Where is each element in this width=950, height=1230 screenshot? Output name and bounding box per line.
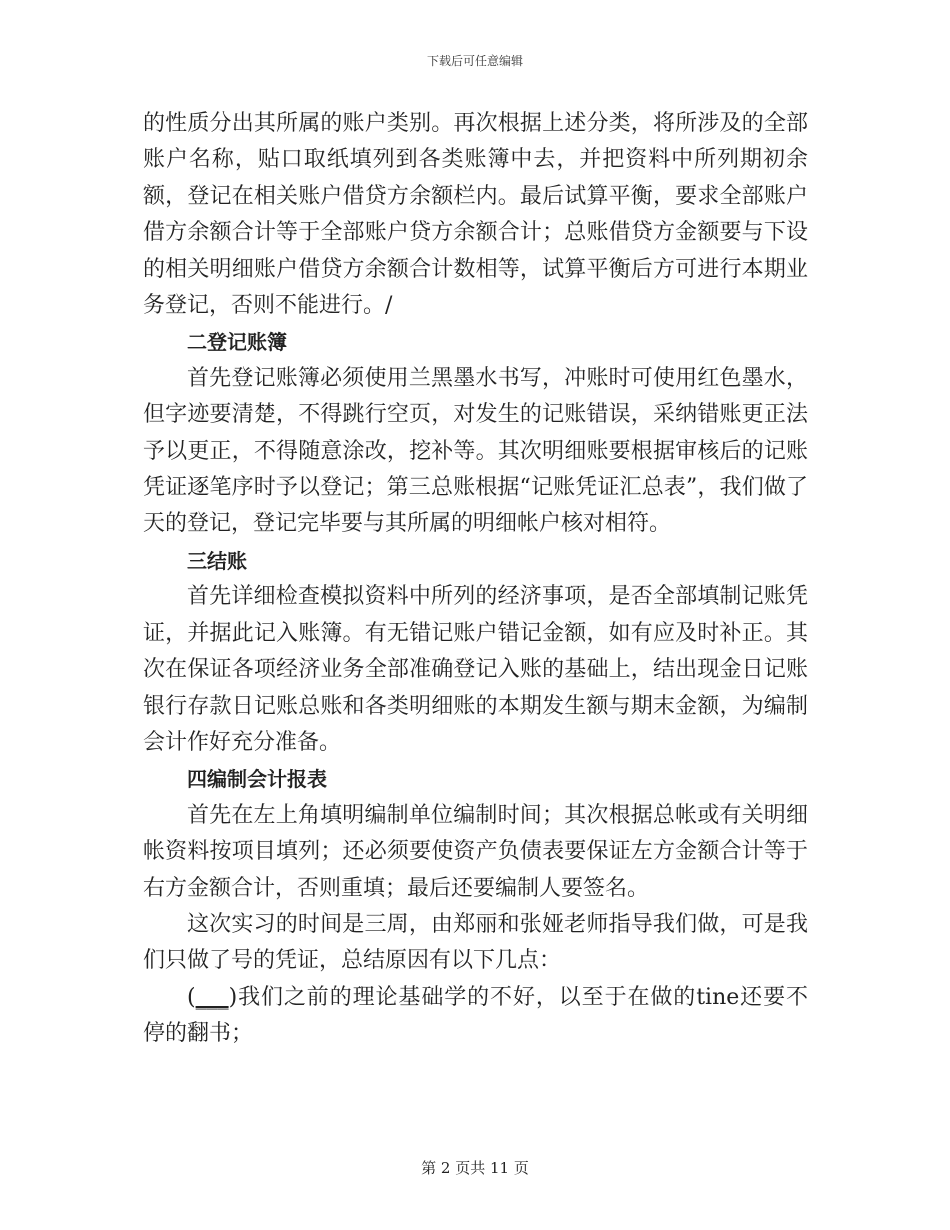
document-body [143,106,808,1053]
section-heading-2: 二登记账簿 [187,330,287,355]
section-heading-3: 三结账 [187,548,247,573]
paragraph-1: 的性质分出其所属的账户类别。再次根据上述分类，将所涉及的全部账户名称，贴口取纸填列到各类账簿中去，并把资料中所列期初余额，登记在相关账户借贷方余额栏内。最后试算平衡，要求全部账户借方余额合计等于全部账户贷方余额合计；总账借贷方金额要与下设的相关明细账户借贷方余额合计数相等，试算平衡后方可进行本期业务登记，否则不能进行。/ [143,111,808,319]
paragraph-6 [143,980,808,1053]
blank-field: ___ [195,984,229,1010]
page-footer: 第 2 页共 11 页 [421,1159,529,1177]
paragraph-5: 这次实习的时间是三周，由郑丽和张娅老师指导我们做，可是我们只做了号的凭证，总结原因有以下几点： [143,911,808,974]
section-heading-4: 四编制会计报表 [187,767,327,792]
paren-open: ( [187,984,196,1010]
paragraph-2: 首先登记账簿必须使用兰黑墨水书写，冲账时可使用红色墨水，但字迹要清楚，不得跳行空页，对发生的记账错误，采纳错账更正法予以更正，不得随意涂改，挖补等。其次明细账要根据审核后的记账凭证逐笔序时予以登记；第三总账根据“记账凭证汇总表”，我们做了天的登记，登记完毕要与其所属的明细帐户核对相符。 [143,365,808,537]
paragraph-6-text: )我们之前的理论基础学的不好，以至于在做的tine还要不停的翻书； [143,984,808,1047]
paragraph-4: 首先在左上角填明编制单位编制时间；其次根据总帐或有关明细帐资料按项目填列；还必须要使资产负债表要保证左方金额合计等于右方金额合计，否则重填；最后还要编制人要签名。 [143,802,808,901]
page-header: 下载后可任意编辑 [426,54,523,68]
paragraph-3: 首先详细检查模拟资料中所列的经济事项，是否全部填制记账凭证，并据此记入账簿。有无错记账户错记金额，如有应及时补正。其次在保证各项经济业务全部准确登记入账的基础上，结出现金日记账银行存款日记账总账和各类明细账的本期发生额与期末金额，为编制会计作好充分准备。 [143,584,808,755]
